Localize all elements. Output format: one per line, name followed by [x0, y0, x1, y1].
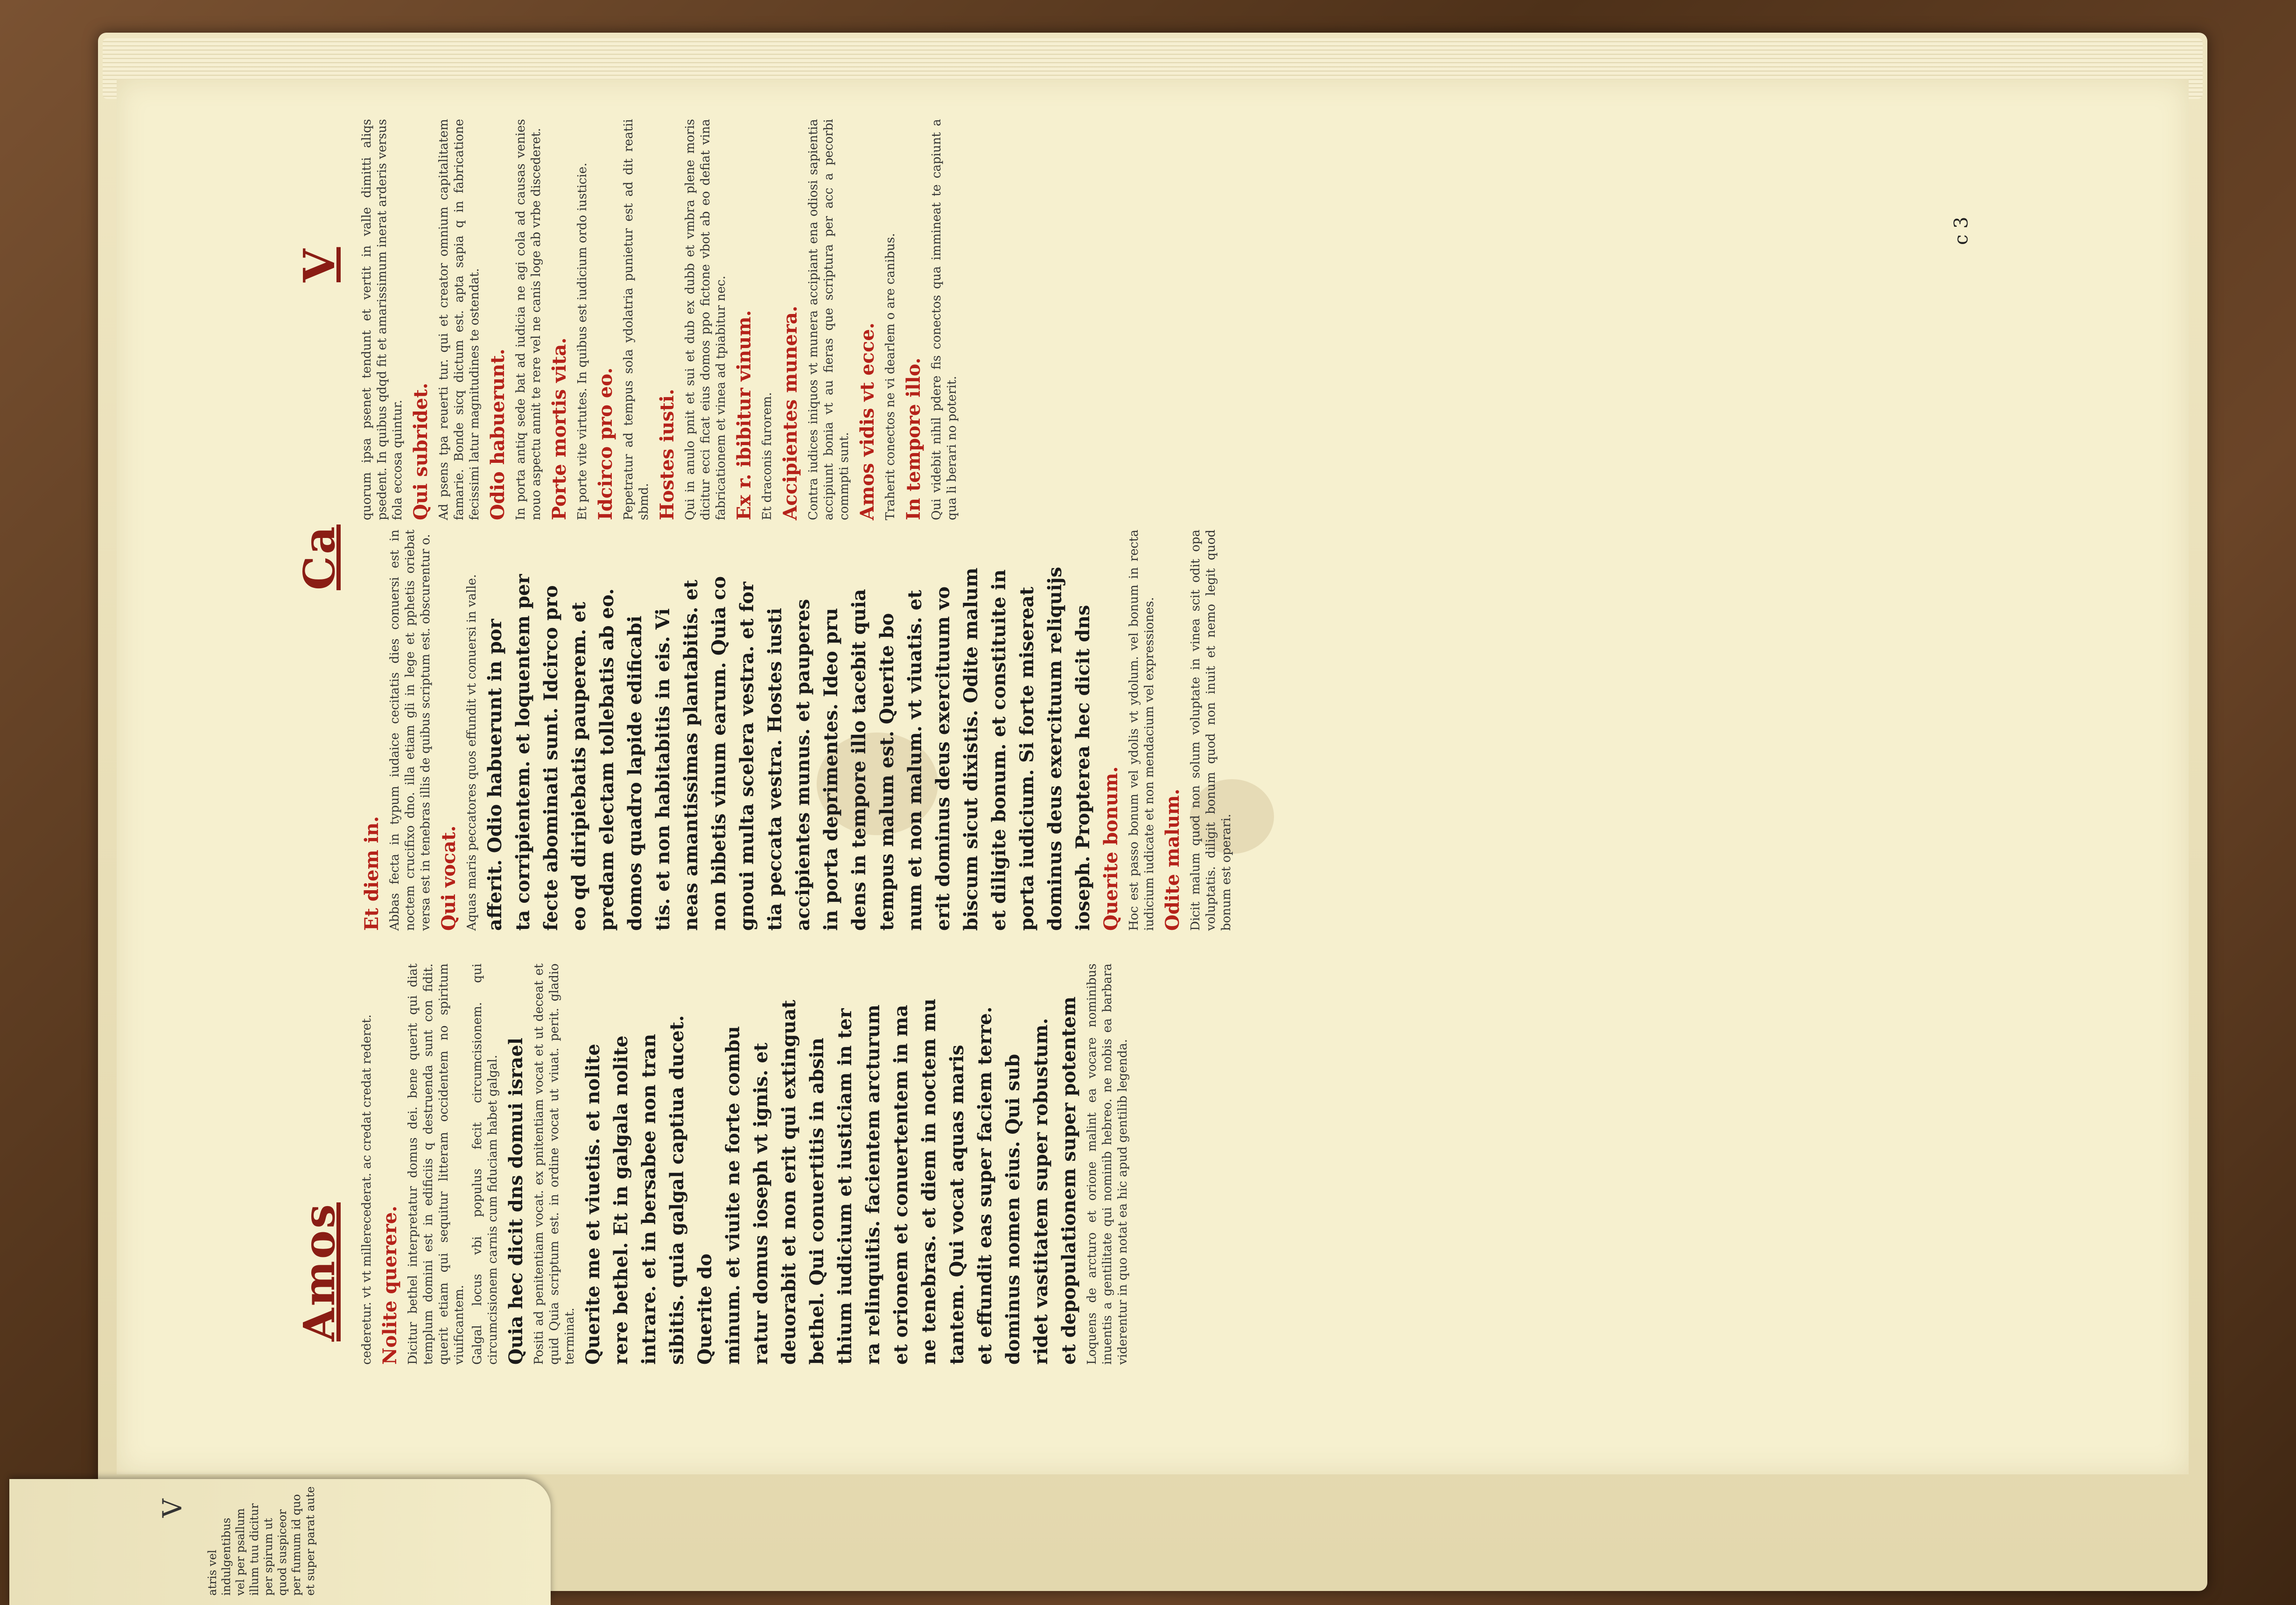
- gloss-paragraph: Qui videbit nihil pdere fis conectos qua immineat te capiunt a qua li berari no poterit.: [930, 119, 959, 520]
- scripture-line: erit dominus deus exercituum vo: [932, 586, 954, 931]
- scripture-line: neas amantissimas plantabitis. et: [680, 579, 702, 931]
- scripture-line: domos quadro lapide edificabi: [624, 615, 646, 931]
- scripture-line: tia peccata vestra. Hostes iusti: [764, 607, 786, 931]
- scripture-line: Querite do: [694, 1253, 716, 1365]
- scripture-line: ra relinquitis. facientem arcturum: [862, 1005, 884, 1365]
- facing-page-line: atris vel indulgentibus: [206, 1517, 233, 1596]
- scripture-line: dens in tempore illo tacebit quia: [848, 589, 870, 931]
- gloss-paragraph: Contra iudices iniquos vt munera accipiant ena odiosi sapientia accipiunt bonia vt au fieras que scriptura per acc a pecorbi commpti sunt.: [806, 119, 851, 520]
- scripture-line: et orionem et conuertentem in ma: [890, 1005, 912, 1365]
- gloss-paragraph: Pepetratur ad tempus sola ydolatria punietur est ad dit reatii sbmd.: [622, 119, 651, 520]
- rubric-heading: Qui subridet.: [410, 383, 432, 520]
- gloss-paragraph: quorum ipsa psenet tendunt et vertit in valle dimitti aliqs psedent. In quibus qdqd fit et amarissimum inerat arderis versus fola eccosa quintur.: [360, 119, 405, 520]
- scripture-line: tis. et non habitabitis in eis. Vi: [652, 608, 674, 931]
- gloss-paragraph: Galgal locus vbi populus fecit circumcisionem. qui circumcisionem carnis cum fiduciam habet galgal.: [470, 963, 500, 1365]
- scripture-line: porta iudicium. Si forte misereat: [1016, 586, 1038, 931]
- rubric-heading: Odite malum.: [1162, 789, 1183, 931]
- gloss-paragraph: Et porte vite virtutes. In quibus est iudicium ordo iusticie.: [575, 162, 589, 520]
- scripture-line: et depopulationem super potentem: [1058, 996, 1080, 1365]
- rubric-heading: Porte mortis vita.: [548, 337, 570, 520]
- signature-mark: c 3: [1951, 216, 1972, 245]
- rubric-heading: Idcirco pro eo.: [595, 367, 616, 520]
- scripture-line: et effundit eas super faciem terre.: [974, 1006, 996, 1365]
- scripture-line: ta corripientem. et loquentem per: [512, 574, 534, 931]
- rubric-heading: Qui vocat.: [438, 825, 460, 931]
- running-head-book: Amos: [294, 1202, 344, 1341]
- gloss-paragraph: Positi ad penitentiam vocat. ex pnitentiam vocat et ut deceat et quid Quia scriptum est. in ordine vocat ut viuat. perit. gladio terminat.: [532, 963, 577, 1365]
- rubric-heading: Et diem in.: [361, 816, 383, 931]
- scripture-line: dominus nomen eius. Qui sub: [1002, 1054, 1024, 1365]
- gloss-paragraph: cederetur. vt vt millerecederat. ac credat credat rederet.: [360, 1014, 374, 1365]
- scripture-line: ridet vastitatem super robustum.: [1030, 1018, 1052, 1365]
- facing-page-line: et super parat aute: [304, 1486, 317, 1596]
- scripture-line: predam electam tollebatis ab eo.: [596, 588, 618, 931]
- scripture-line: num et non malum. vt viuatis. et: [904, 590, 926, 931]
- gloss-paragraph: Qui in anulo pnit et sui et dub ex dubb et vmbra plene moris dicitur ecci ficat eius domos ppo fictone vbot ab eo defiat vina fabricationem et vinea ad tpiabitur nec.: [683, 119, 728, 520]
- scripture-line: gnoui multa scelera vestra. et for: [736, 581, 758, 931]
- scripture-line: bethel. Qui conuertitis in absin: [806, 1038, 828, 1365]
- scripture-line: tempus malum est. Querite bo: [876, 613, 898, 931]
- text-column-middle: [359, 530, 1237, 931]
- rubric-heading: Ex r. ibibitur vinum.: [733, 310, 755, 520]
- scripture-line: thium iudicium et iusticiam in ter: [834, 1008, 856, 1365]
- gloss-paragraph: Abbas fecta in typum iudaice cecitatis dies conuersi est in noctem crucifixo dno. illa etiam gli in lege et pphetis oriebat versa est in tenebras illis de quibus scriptum est. obscurentur o.: [388, 530, 433, 931]
- gloss-paragraph: Aquas maris peccatores quos effundit vt conuersi in valle.: [465, 574, 479, 931]
- facing-page-line: vel per psallum: [234, 1508, 247, 1596]
- gloss-paragraph: Et draconis furorem.: [760, 392, 774, 520]
- text-column-right: [359, 119, 963, 520]
- scripture-line: sibitis. quia galgal captiua ducet.: [666, 1015, 688, 1365]
- text-column-left: [359, 963, 1134, 1365]
- scripture-line: rere bethel. Et in galgala nolite: [610, 1035, 632, 1365]
- facing-page-heading: V: [157, 1499, 188, 1518]
- scripture-line: deuorabit et non erit qui extinguat: [778, 999, 800, 1365]
- running-head: [294, 96, 350, 1458]
- gloss-paragraph: Dicit malum quod non solum voluptate in vinea scit odit opa voluptatis. diligit bonum quod non inuit et nemo legit quod bonum est operari.: [1189, 530, 1233, 931]
- rubric-heading: Hostes iusti.: [656, 389, 678, 520]
- scripture-line: non bibetis vinum earum. Quia co: [708, 576, 730, 931]
- gloss-paragraph: In porta antiq sede bat ad iudicia ne agi cola ad causas venies nouo aspectu annit te rere vel ne canis loge ab vrbe discederet.: [514, 119, 543, 520]
- book-page: [117, 79, 2189, 1474]
- gloss-paragraph: Dicitur bethel interpretatur domus dei. bene querit qui diat templum domini est in edificiis q destruenda sunt con fidit. querit etiam qui sequitur litteram occidentem no spiritum viuificantem.: [406, 963, 466, 1365]
- rubric-heading: Accipientes munera.: [779, 306, 801, 520]
- scripture-line: accipientes munus. et pauperes: [792, 599, 814, 931]
- scripture-line: fecte abominati sunt. Idcirco pro: [540, 585, 562, 931]
- scripture-line: minum. et viuite ne forte combu: [722, 1026, 744, 1365]
- rubric-heading: In tempore illo.: [903, 357, 924, 520]
- scripture-line: et diligite bonum. et constituite in: [988, 569, 1010, 931]
- facing-page: [9, 1479, 551, 1605]
- scripture-line: ratur domus ioseph vt ignis. et: [750, 1042, 772, 1365]
- facing-page-line: per spirum ut: [262, 1518, 275, 1596]
- scripture-line: Querite me et viuetis. et nolite: [582, 1044, 604, 1365]
- facing-page-line: quod suspiceor: [276, 1509, 289, 1596]
- scripture-line: biscum sicut dixistis. Odite malum: [960, 567, 982, 931]
- gloss-paragraph: Loquens de arcturo et orione malint ea vocare nominibus inuentis a gentilitate qui nominib hebreo. ne nobis ea barbara viderentur in quo notat ea hic apud gentilib legenda.: [1085, 963, 1130, 1365]
- scripture-line: ne tenebras. et diem in noctem mu: [918, 998, 940, 1365]
- scripture-line: ioseph. Propterea hec dicit dns: [1072, 605, 1094, 931]
- running-head-chapter-number: V: [294, 247, 344, 282]
- rubric-heading: Querite bonum.: [1100, 766, 1122, 931]
- facing-page-line: illum tuu dicitur: [248, 1503, 261, 1596]
- scripture-line: tantem. Qui vocat aquas maris: [946, 1045, 968, 1365]
- gloss-paragraph: Traherit conectos ne vi dearlem o are canibus.: [883, 233, 897, 520]
- rubric-heading: Amos vidis vt ecce.: [856, 322, 878, 520]
- scripture-line: intrare. et in bersabee non tran: [638, 1033, 660, 1365]
- rubric-heading: Nolite querere.: [379, 1206, 401, 1365]
- facing-page-lines: [205, 1484, 327, 1596]
- scripture-line: afferit. Odio habuerunt in por: [484, 619, 506, 931]
- running-head-chapter-label: Ca: [294, 524, 344, 590]
- gloss-paragraph: Hoc est passo bonum vel ydolis vt ydolum. vel bonum in recta iudicium iudicate et non mendacium vel expressiones.: [1127, 530, 1156, 931]
- scripture-line: Quia hec dicit dns domui israel: [505, 1038, 527, 1365]
- scripture-line: eo qd diripiebatis pauperem. et: [568, 602, 590, 931]
- scripture-line: dominus deus exercituum reliquijs: [1044, 566, 1066, 931]
- scripture-line: in porta deprimentes. Ideo pru: [820, 608, 842, 931]
- facing-page-line: per fumum id quo: [290, 1494, 303, 1596]
- rotated-text-block: [140, 96, 2165, 1458]
- rubric-heading: Odio habuerunt.: [487, 349, 509, 520]
- gloss-paragraph: Ad psens tpa reuerti tur. qui et creator omnium capitalitatem famarie. Bonde sicq dictum est. apta sapia q in fabricatione fecissimi latur magnitudines te ostendat.: [437, 119, 482, 520]
